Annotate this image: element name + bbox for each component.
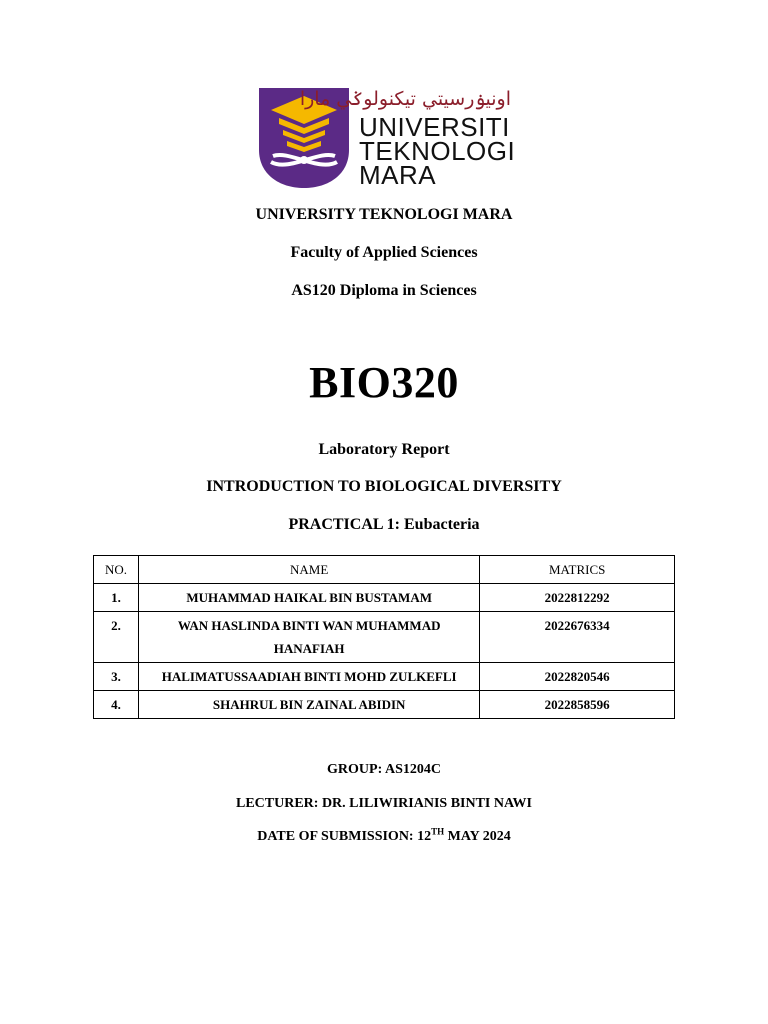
header-no: NO. [94, 556, 139, 584]
university-name: UNIVERSITY TEKNOLOGI MARA [255, 206, 513, 223]
course-title: INTRODUCTION TO BIOLOGICAL DIVERSITY [206, 478, 562, 495]
row-name: SHAHRUL BIN ZAINAL ABIDIN [138, 691, 479, 719]
row-no: 1. [94, 584, 139, 612]
course-code: BIO320 [309, 358, 459, 407]
row-name: MUHAMMAD HAIKAL BIN BUSTAMAM [138, 584, 479, 612]
row-matric: 2022858596 [480, 691, 675, 719]
submission-date [0, 826, 768, 845]
row-name: WAN HASLINDA BINTI WAN MUHAMMAD HANAFIAH [138, 612, 479, 663]
date-prefix: DATE OF SUBMISSION: 12 [257, 829, 432, 844]
group-label: GROUP: AS1204C [327, 762, 441, 777]
row-name: HALIMATUSSAADIAH BINTI MOHD ZULKEFLI [138, 663, 479, 691]
row-matric: 2022676334 [480, 612, 675, 663]
date-suffix: MAY 2024 [444, 829, 511, 844]
row-no: 2. [94, 612, 139, 663]
row-matric: 2022812292 [480, 584, 675, 612]
university-logo [259, 86, 516, 190]
table-header-row [94, 556, 675, 584]
table-row [94, 663, 675, 691]
brand-line-2: TEKNOLOGI [359, 136, 516, 166]
jawi-university-name: اونيۏرسيتي تيكنولوݢي مارا [299, 88, 511, 110]
table-row [94, 612, 675, 663]
program-name: AS120 Diploma in Sciences [291, 282, 477, 299]
row-no: 4. [94, 691, 139, 719]
faculty-name: Faculty of Applied Sciences [290, 244, 478, 261]
members-table [93, 555, 675, 719]
date-ordinal: TH [431, 826, 445, 837]
row-no: 3. [94, 663, 139, 691]
table-row [94, 584, 675, 612]
row-matric: 2022820546 [480, 663, 675, 691]
table-row [94, 691, 675, 719]
header-name: NAME [138, 556, 479, 584]
brand-line-1: UNIVERSITI [359, 112, 510, 142]
report-type: Laboratory Report [318, 441, 450, 458]
brand-line-3: MARA [359, 160, 437, 190]
practical-title: PRACTICAL 1: Eubacteria [288, 516, 480, 533]
lecturer-label: LECTURER: DR. LILIWIRIANIS BINTI NAWI [235, 796, 532, 811]
header-matrics: MATRICS [480, 556, 675, 584]
